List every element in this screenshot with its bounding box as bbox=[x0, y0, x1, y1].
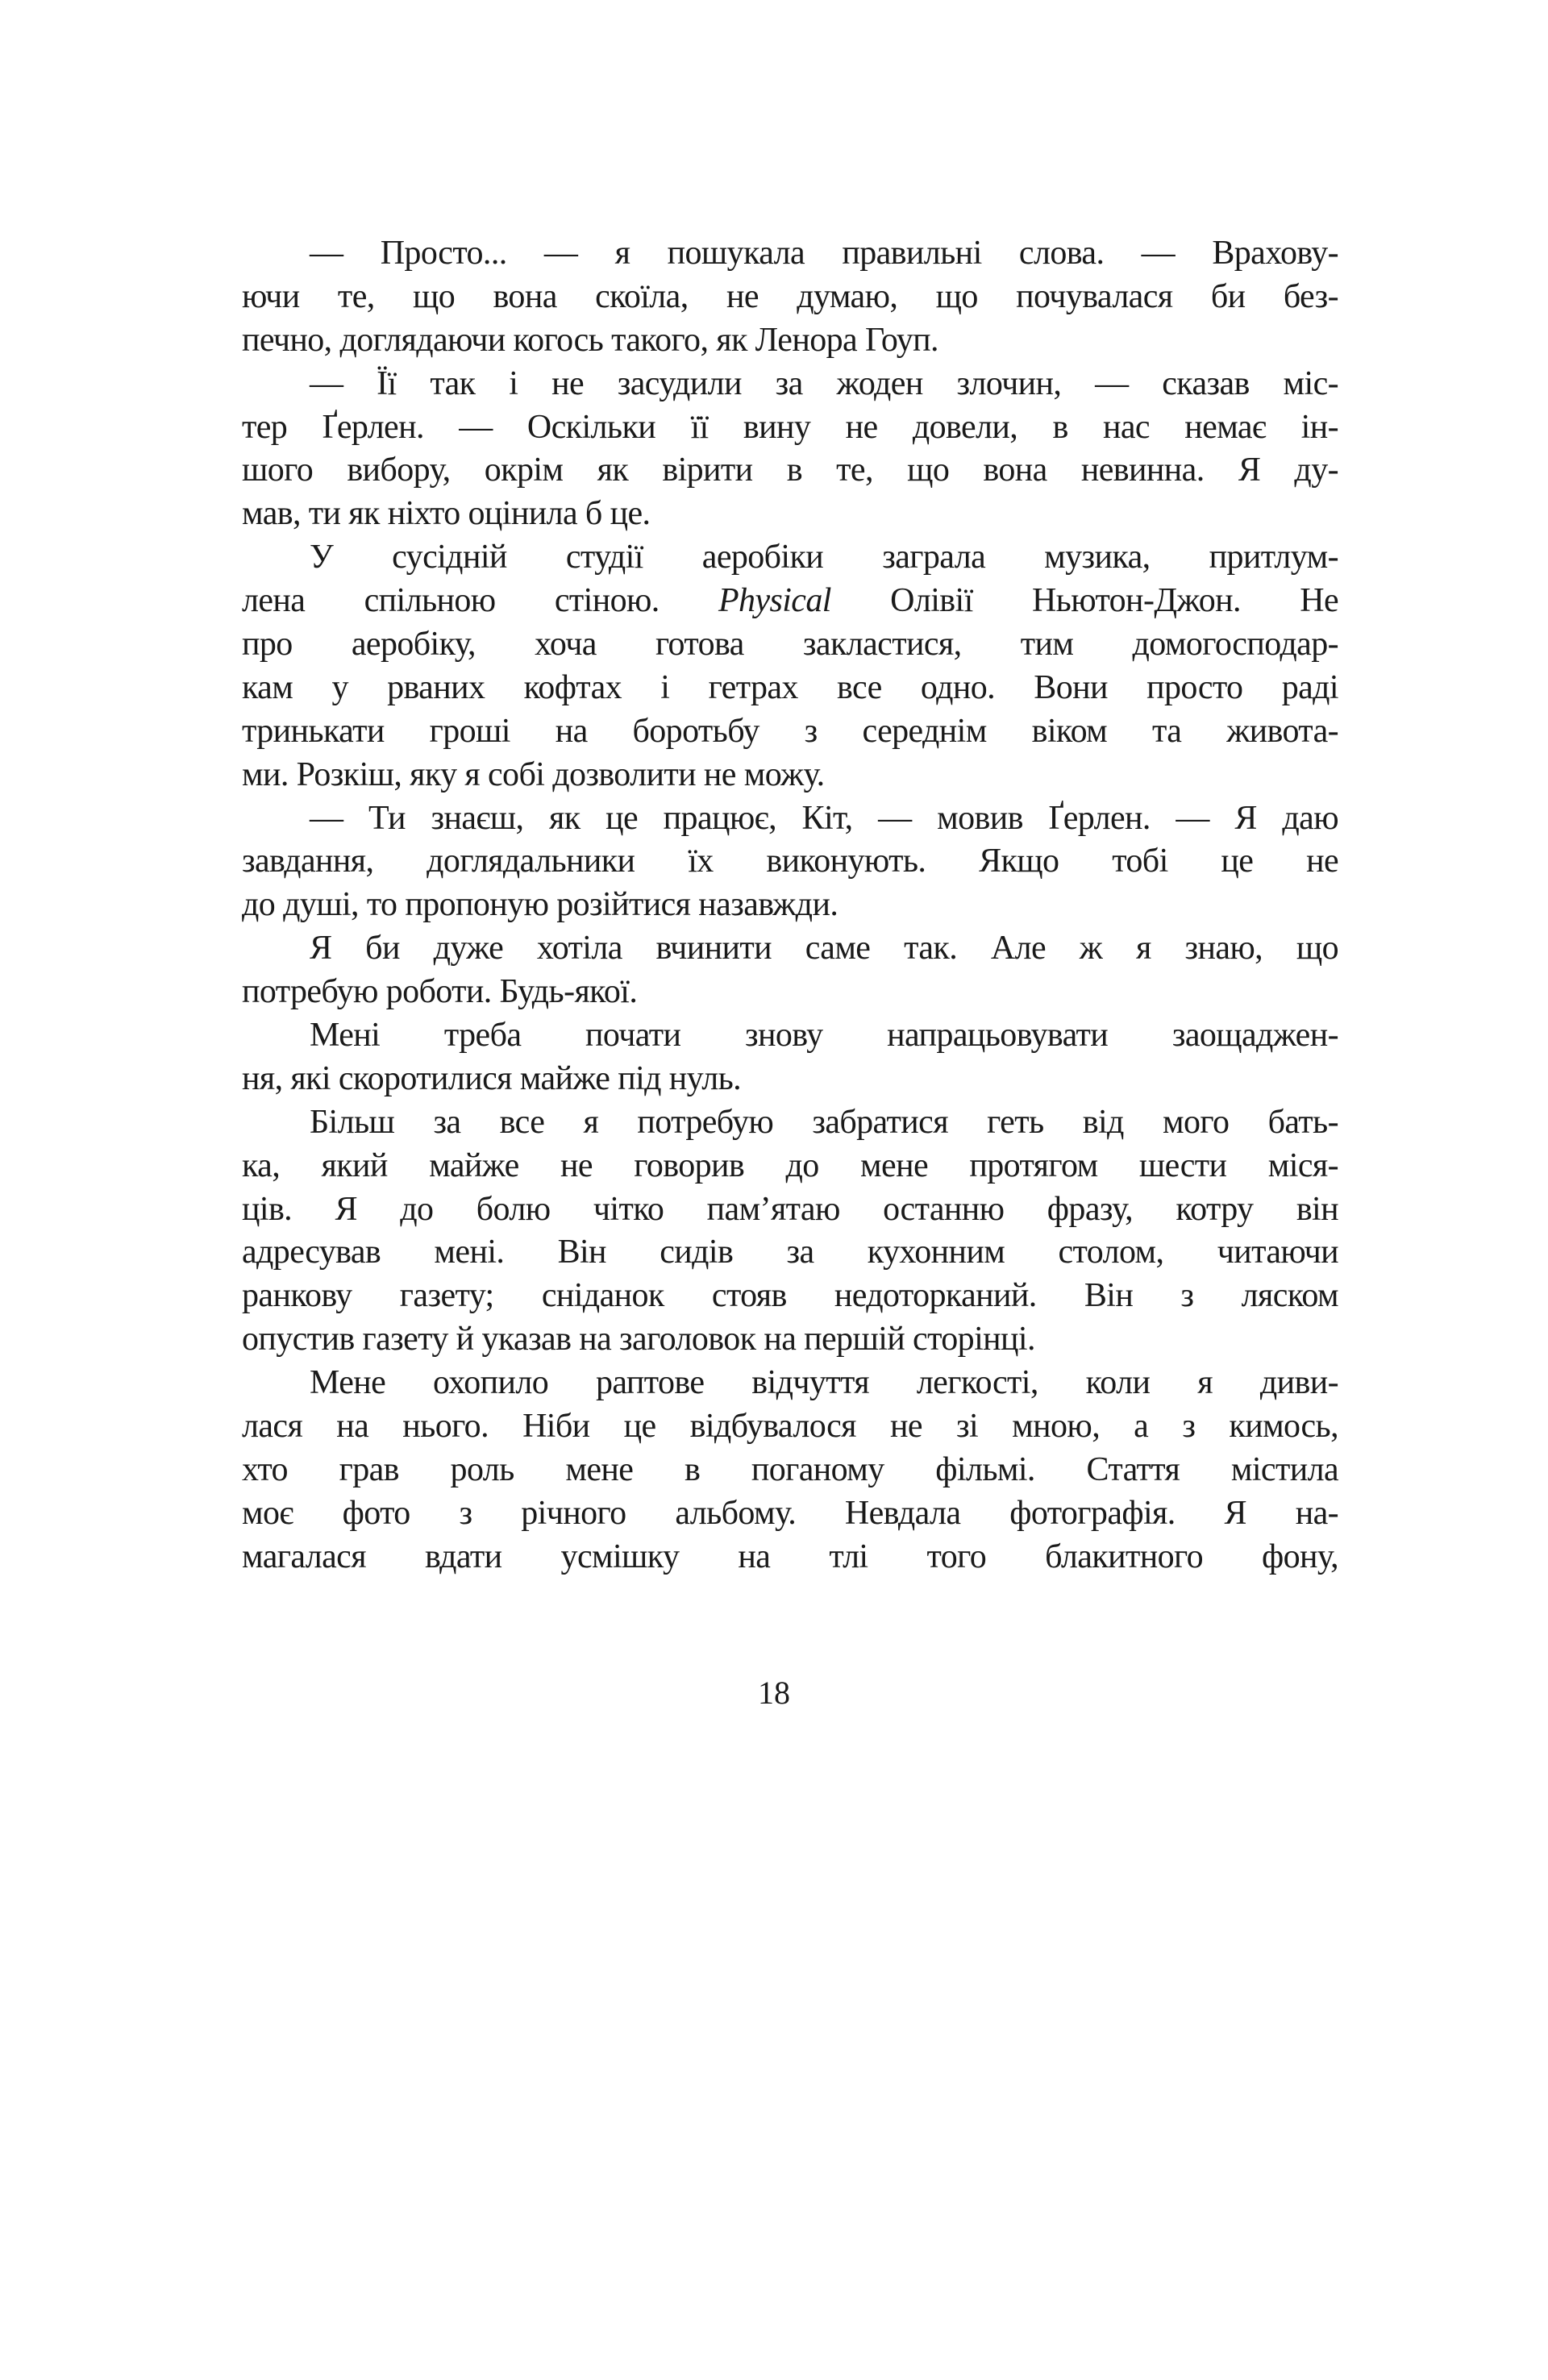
italic-title: Physical bbox=[718, 582, 831, 620]
text-line: завдання, доглядальники їх виконують. Якщо тобі це не bbox=[242, 843, 1338, 880]
text-line: адресував мені. Він сидів за кухонним столом, читаючи bbox=[242, 1234, 1338, 1271]
text-line: печно, доглядаючи когось такого, як Ленора Гоуп. bbox=[242, 321, 938, 359]
text-line: магалася вдати усмішку на тлі того блакитного фону, bbox=[242, 1537, 1338, 1575]
text-line: про аеробіку, хоча готова закластися, тим домогосподар- bbox=[242, 626, 1338, 664]
text-line: мав, ти як ніхто оцінила б це. bbox=[242, 495, 651, 533]
text-line: хто грав роль мене в поганому фільмі. Стаття містила bbox=[242, 1450, 1338, 1488]
text-line: ючи те, що вона скоїла, не думаю, що почувалася би без- bbox=[242, 277, 1338, 315]
text-line: до душі, то пропоную розійтися назавжди. bbox=[242, 886, 838, 924]
text-line: У сусідній студії аеробіки заграла музика, притлум- bbox=[310, 539, 1338, 576]
text-line: Більш за все я потребую забратися геть від мого бать- bbox=[310, 1103, 1338, 1141]
text-line: Мене охопило раптове відчуття легкості, коли я диви- bbox=[310, 1364, 1338, 1402]
text-line: ранкову газету; сніданок стояв недоторканий. Він з ляском bbox=[242, 1277, 1338, 1315]
text-segment: лена спільною стіною. bbox=[242, 582, 718, 620]
text-line: ня, які скоротилися майже під нуль. bbox=[242, 1059, 742, 1097]
text-line: потребую роботи. Будь-якої. bbox=[242, 973, 638, 1011]
text-line: опустив газету й указав на заголовок на першій сторінці. bbox=[242, 1321, 1035, 1359]
text-line: ми. Розкіш, яку я собі дозволити не можу. bbox=[242, 755, 825, 793]
text-line: Я би дуже хотіла вчинити саме так. Але ж я знаю, що bbox=[310, 930, 1338, 967]
text-line: Мені треба почати знову напрацьовувати заощаджен- bbox=[310, 1017, 1338, 1055]
text-line: ка, який майже не говорив до мене протягом шести міся- bbox=[242, 1146, 1338, 1184]
text-line: лася на нього. Ніби це відбувалося не зі мною, а з кимось, bbox=[242, 1408, 1338, 1446]
text-line bbox=[242, 580, 1338, 623]
body-text bbox=[242, 232, 1338, 1579]
text-line: тер Ґерлен. — Оскільки її вину не довели, в нас немає ін- bbox=[242, 408, 1338, 446]
page-number: 18 bbox=[758, 1675, 790, 1711]
text-line: шого вибору, окрім як вірити в те, що вона невинна. Я ду- bbox=[242, 451, 1338, 489]
text-segment: Олівії Ньютон-Джон. Не bbox=[830, 582, 1338, 620]
text-line: — Її так і не засудили за жоден злочин, — сказав міс- bbox=[310, 364, 1338, 402]
text-line: кам у рваних кофтах і гетрах все одно. Вони просто раді bbox=[242, 668, 1338, 706]
text-line: ців. Я до болю чітко пам’ятаю останню фразу, котру він bbox=[242, 1190, 1338, 1228]
text-line: моє фото з річного альбому. Невдала фотографія. Я на- bbox=[242, 1494, 1338, 1532]
text-line: тринькати гроші на боротьбу з середнім віком та живота- bbox=[242, 712, 1338, 750]
text-line: — Ти знаєш, як це працює, Кіт, — мовив Ґерлен. — Я даю bbox=[310, 799, 1338, 837]
text-line: — Просто... — я пошукала правильні слова. — Врахову- bbox=[310, 235, 1338, 272]
